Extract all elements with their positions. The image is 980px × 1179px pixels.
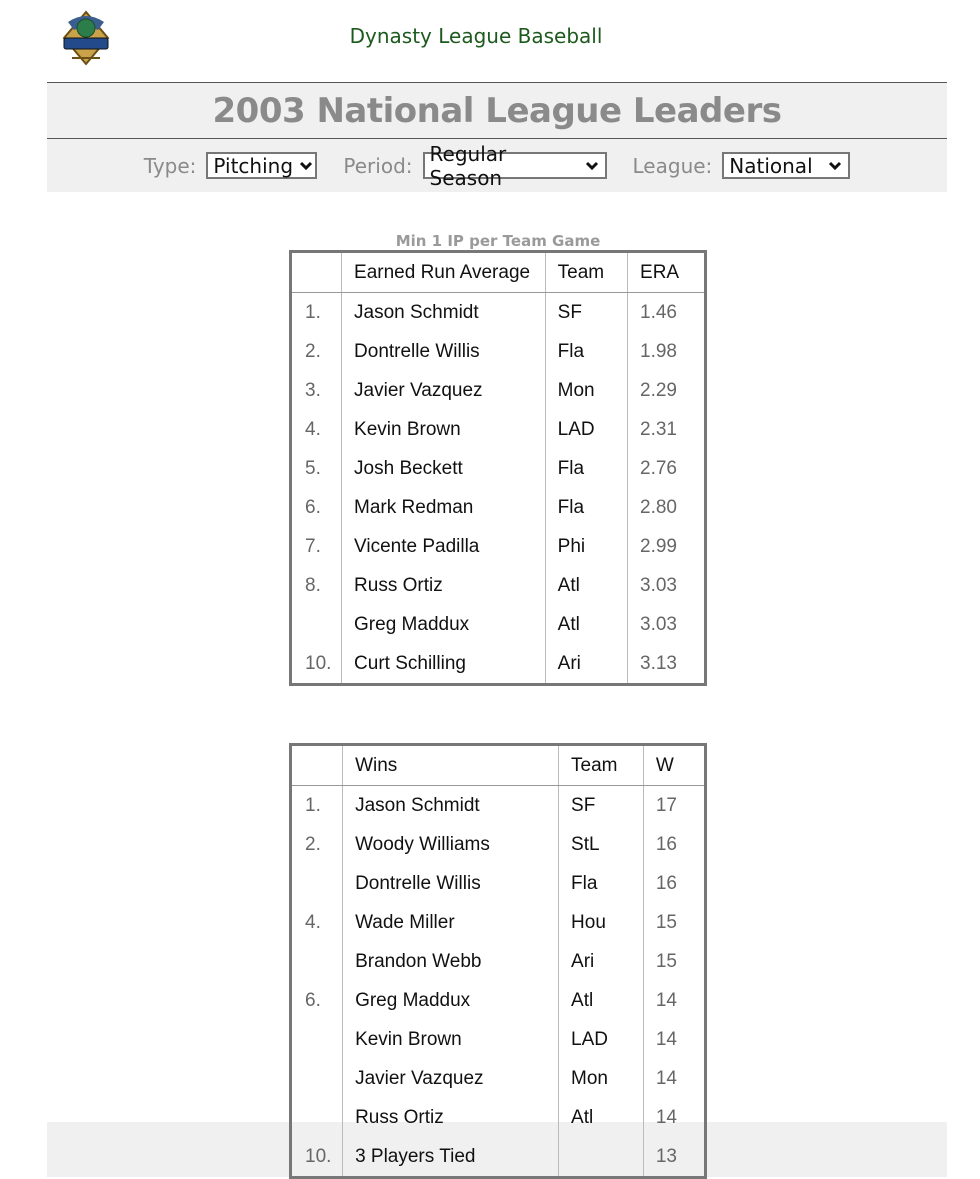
rank-column-header xyxy=(291,745,343,786)
team-cell: Atl xyxy=(545,566,627,605)
table-row xyxy=(291,1059,706,1098)
value-column-header: ERA xyxy=(628,252,706,293)
table-row xyxy=(291,410,706,449)
player-name-cell: Curt Schilling xyxy=(342,644,546,685)
rank-cell xyxy=(291,1098,343,1137)
value-cell: 14 xyxy=(655,1067,677,1089)
player-name-cell: Russ Ortiz xyxy=(342,566,546,605)
rank-cell xyxy=(291,1059,343,1098)
table-row xyxy=(291,644,706,685)
rank-cell: 7. xyxy=(291,527,342,566)
player-name-cell: Wade Miller xyxy=(343,903,559,942)
table-row xyxy=(291,942,706,981)
rank-cell: 5. xyxy=(291,449,342,488)
player-name-cell: Mark Redman xyxy=(342,488,546,527)
rank-cell: 6. xyxy=(291,488,342,527)
chevron-down-icon xyxy=(585,161,599,171)
value-cell: 2.76 xyxy=(640,457,677,479)
value-cell: 1.98 xyxy=(640,340,677,362)
value-cell: 14 xyxy=(655,1106,677,1128)
table-row xyxy=(291,566,706,605)
player-name-cell: Dontrelle Willis xyxy=(342,332,546,371)
value-column-header: W xyxy=(643,745,705,786)
league-select[interactable] xyxy=(722,152,850,179)
team-cell: Phi xyxy=(545,527,627,566)
rank-cell xyxy=(291,864,343,903)
rank-cell: 3. xyxy=(291,371,342,410)
team-cell: Ari xyxy=(559,942,644,981)
rank-cell xyxy=(291,605,342,644)
value-cell: 16 xyxy=(655,872,677,894)
table-row xyxy=(291,449,706,488)
team-cell xyxy=(559,1137,644,1178)
player-name-cell: Javier Vazquez xyxy=(342,371,546,410)
player-name-cell: Josh Beckett xyxy=(342,449,546,488)
team-cell: Atl xyxy=(559,981,644,1020)
type-select-value: Pitching xyxy=(213,153,294,178)
page-title: 2003 National League Leaders xyxy=(212,90,782,131)
wins-leaders-table xyxy=(289,743,707,1179)
team-cell: Fla xyxy=(545,488,627,527)
player-name-cell: Vicente Padilla xyxy=(342,527,546,566)
player-name-cell: Brandon Webb xyxy=(343,942,559,981)
team-cell: Ari xyxy=(545,644,627,685)
league-select-value: National xyxy=(729,153,813,178)
type-select[interactable] xyxy=(206,152,317,179)
filter-bar xyxy=(47,139,947,192)
value-cell: 17 xyxy=(655,794,677,816)
rank-cell: 10. xyxy=(291,1137,343,1178)
title-band xyxy=(47,82,947,139)
chevron-down-icon xyxy=(299,161,313,171)
player-name-cell: Jason Schmidt xyxy=(342,293,546,333)
value-cell: 2.80 xyxy=(640,496,677,518)
rank-cell: 4. xyxy=(291,410,342,449)
team-cell: Mon xyxy=(559,1059,644,1098)
chevron-down-icon xyxy=(828,161,842,171)
team-cell: Mon xyxy=(545,371,627,410)
rank-cell: 6. xyxy=(291,981,343,1020)
stat-column-header: Earned Run Average xyxy=(342,252,546,293)
value-cell: 3.03 xyxy=(640,613,677,635)
team-cell: LAD xyxy=(545,410,627,449)
value-cell: 2.99 xyxy=(640,535,677,557)
player-name-cell: Kevin Brown xyxy=(342,410,546,449)
rank-cell: 1. xyxy=(291,786,343,826)
team-column-header: Team xyxy=(545,252,627,293)
value-cell: 3.13 xyxy=(640,652,677,674)
player-name-cell: Russ Ortiz xyxy=(343,1098,559,1137)
value-cell: 15 xyxy=(655,911,677,933)
table-row xyxy=(291,1137,706,1178)
team-cell: StL xyxy=(559,825,644,864)
value-cell: 3.03 xyxy=(640,574,677,596)
player-name-cell: 3 Players Tied xyxy=(343,1137,559,1178)
table-row xyxy=(291,981,706,1020)
player-name-cell: Javier Vazquez xyxy=(343,1059,559,1098)
value-cell: 15 xyxy=(655,950,677,972)
table-row xyxy=(291,1020,706,1059)
value-cell: 14 xyxy=(655,989,677,1011)
rank-cell: 4. xyxy=(291,903,343,942)
team-cell: SF xyxy=(559,786,644,826)
type-label: Type: xyxy=(143,153,197,178)
team-cell: SF xyxy=(545,293,627,333)
player-name-cell: Greg Maddux xyxy=(342,605,546,644)
team-column-header: Team xyxy=(559,745,644,786)
team-cell: Fla xyxy=(559,864,644,903)
player-name-cell: Jason Schmidt xyxy=(343,786,559,826)
rank-column-header xyxy=(291,252,342,293)
table-header-row xyxy=(291,252,706,293)
player-name-cell: Kevin Brown xyxy=(343,1020,559,1059)
table-row xyxy=(291,371,706,410)
team-cell: Atl xyxy=(559,1098,644,1137)
team-cell: Atl xyxy=(545,605,627,644)
site-title: Dynasty League Baseball xyxy=(349,24,603,48)
era-leaders-table xyxy=(289,250,707,686)
table-row xyxy=(291,332,706,371)
league-label: League: xyxy=(632,153,713,178)
table-row xyxy=(291,527,706,566)
player-name-cell: Dontrelle Willis xyxy=(343,864,559,903)
table-row xyxy=(291,293,706,333)
period-select[interactable] xyxy=(423,141,607,190)
table-row xyxy=(291,903,706,942)
table-row xyxy=(291,825,706,864)
value-cell: 14 xyxy=(655,1028,677,1050)
rank-cell: 2. xyxy=(291,825,343,864)
value-cell: 16 xyxy=(655,833,677,855)
team-cell: Hou xyxy=(559,903,644,942)
stat-column-header: Wins xyxy=(343,745,559,786)
period-label: Period: xyxy=(343,153,413,178)
rank-cell: 10. xyxy=(291,644,342,685)
value-cell: 2.31 xyxy=(640,418,677,440)
value-cell: 2.29 xyxy=(640,379,677,401)
table-row xyxy=(291,1098,706,1137)
rank-cell: 2. xyxy=(291,332,342,371)
table-row xyxy=(291,864,706,903)
table-row xyxy=(291,488,706,527)
player-name-cell: Woody Williams xyxy=(343,825,559,864)
rank-cell xyxy=(291,1020,343,1059)
rank-cell: 1. xyxy=(291,293,342,333)
team-cell: Fla xyxy=(545,332,627,371)
player-name-cell: Greg Maddux xyxy=(343,981,559,1020)
era-caption: Min 1 IP per Team Game xyxy=(395,232,601,250)
table-header-row xyxy=(291,745,706,786)
team-cell: Fla xyxy=(545,449,627,488)
table-row xyxy=(291,786,706,826)
rank-cell xyxy=(291,942,343,981)
value-cell: 1.46 xyxy=(640,301,677,323)
rank-cell: 8. xyxy=(291,566,342,605)
team-cell: LAD xyxy=(559,1020,644,1059)
period-select-value: Regular Season xyxy=(429,141,507,190)
table-row xyxy=(291,605,706,644)
value-cell: 13 xyxy=(655,1145,677,1167)
